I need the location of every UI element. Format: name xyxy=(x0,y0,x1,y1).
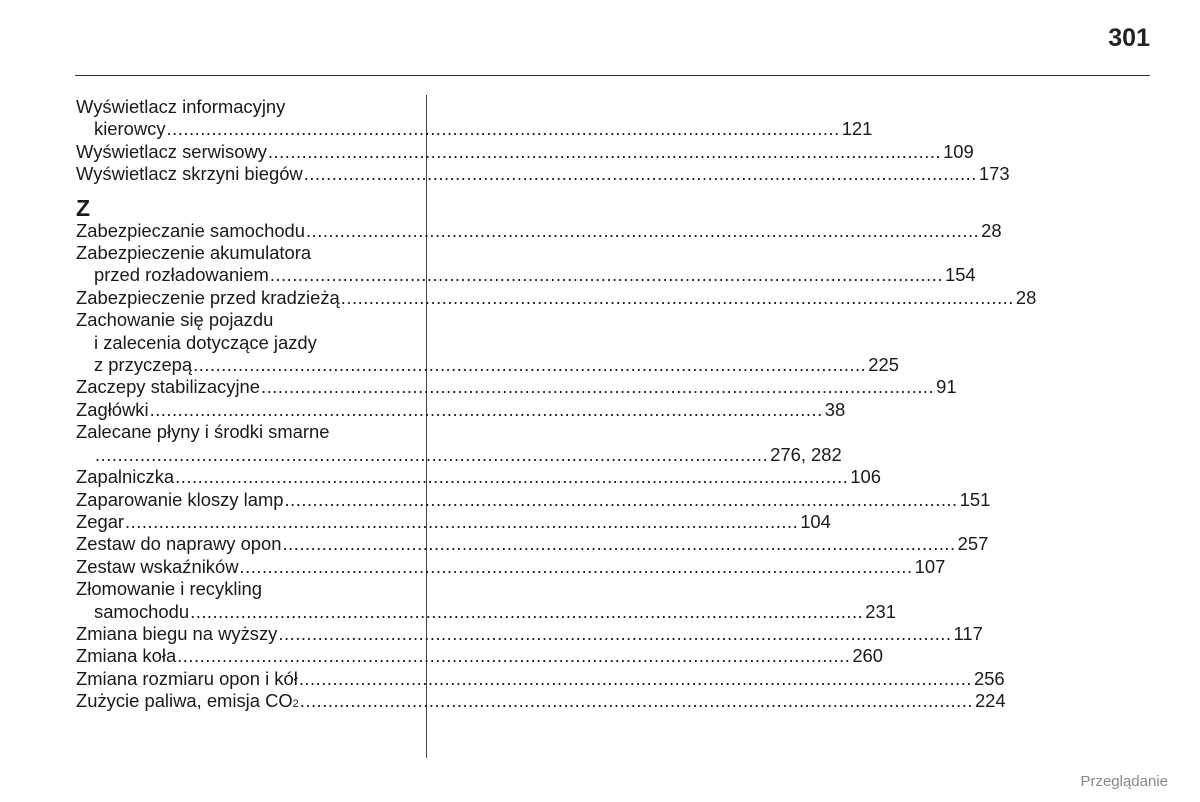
index-entry xyxy=(76,645,884,667)
index-entry-text: Zużycie paliwa, emisja CO xyxy=(76,690,293,712)
index-entry-text: Wyświetlacz skrzyni biegów xyxy=(76,163,303,185)
index-page-ref: 173 xyxy=(978,163,1010,185)
footer-section-label: Przeglądanie xyxy=(1080,773,1168,790)
index-page-ref: 260 xyxy=(852,645,884,667)
index-entry-line xyxy=(76,600,896,623)
index-entry-line xyxy=(76,286,1037,309)
dot-leader: ........................................................................................................................ xyxy=(193,354,867,376)
index-page-ref: 224 xyxy=(974,690,1006,712)
index-entry-text: Zegar xyxy=(76,510,125,532)
index-entry-line xyxy=(76,510,831,533)
dot-leader: ........................................................................................................................ xyxy=(177,645,851,667)
index-entry xyxy=(76,286,1037,309)
dot-leader: ........................................................................................................................ xyxy=(267,140,942,162)
index-entry-line xyxy=(76,533,989,555)
index-entry-text: Wyświetlacz informacyjny xyxy=(76,96,286,117)
index-entry-line xyxy=(76,163,1010,185)
index-column xyxy=(76,96,1037,713)
index-entry xyxy=(76,488,991,511)
index-entry xyxy=(76,667,1005,690)
index-entry-text: Zagłówki xyxy=(76,398,149,420)
index-page-ref: 276, 282 xyxy=(770,443,842,465)
index-entry-line xyxy=(76,242,404,264)
index-entry-text: Zaczepy stabilizacyjne xyxy=(76,376,260,398)
index-entry xyxy=(76,309,899,376)
index-entry-line xyxy=(76,376,957,398)
dot-leader: ........................................................................................................................ xyxy=(282,533,956,555)
dot-leader: ........................................................................................................................ xyxy=(166,118,840,140)
index-entry-text: i zalecenia dotyczące jazdy xyxy=(94,331,317,353)
index-entry-text: przed rozładowaniem xyxy=(94,264,269,286)
index-entry xyxy=(76,622,983,645)
index-entry-text: Zabezpieczenie przed kradzieżą xyxy=(76,286,340,308)
dot-leader: ........................................................................................................................ xyxy=(125,510,799,532)
index-entry-text: Wyświetlacz serwisowy xyxy=(76,140,267,162)
dot-leader: ........................................................................................................................ xyxy=(239,555,913,577)
index-entry xyxy=(76,219,1002,242)
dot-leader: ........................................................................................................................ xyxy=(284,488,958,510)
index-page-ref: 231 xyxy=(865,600,896,622)
index-entry-line xyxy=(76,443,842,466)
index-page-ref: 256 xyxy=(973,667,1005,689)
dot-leader: ........................................................................................................................ xyxy=(175,466,849,488)
index-page-ref: 225 xyxy=(868,354,899,376)
index-entry-line xyxy=(76,645,884,667)
index-entry-line xyxy=(76,398,846,421)
index-page-ref: 104 xyxy=(800,510,831,532)
index-entry-text: Zachowanie się pojazdu xyxy=(76,309,274,331)
dot-leader: ........................................................................................................................ xyxy=(269,264,943,286)
index-entry xyxy=(76,533,989,555)
index-entry-text: Zestaw wskaźników xyxy=(76,555,239,577)
dot-leader: ........................................................................................................................ xyxy=(261,376,935,398)
dot-leader: ........................................................................................................................ xyxy=(149,398,823,420)
index-entry-line xyxy=(76,96,404,118)
index-entry-text: z przyczepą xyxy=(94,354,193,376)
index-entry-text: Zaparowanie kloszy lamp xyxy=(76,488,284,510)
index-entry-line xyxy=(76,140,974,163)
index-entry xyxy=(76,421,842,466)
index-entry-text: Zmiana rozmiaru opon i kół xyxy=(76,667,298,689)
index-entry-line xyxy=(76,219,1002,242)
index-entry-text: Zabezpieczanie samochodu xyxy=(76,219,306,241)
index-page-ref: 121 xyxy=(841,118,873,140)
index-entry-line xyxy=(76,309,404,331)
index-entry xyxy=(76,140,974,163)
index-entry-line xyxy=(76,264,976,286)
index-entry-line xyxy=(76,667,1005,690)
index-entry xyxy=(76,376,957,398)
index-entry-line xyxy=(76,622,983,645)
index-entry-text: Zabezpieczenie akumulatora xyxy=(76,242,312,264)
dot-leader: ........................................................................................................................ xyxy=(190,600,864,622)
index-entry-line xyxy=(76,118,873,140)
index-entry-text: Zmiana koła xyxy=(76,645,177,667)
dot-leader: ........................................................................................................................ xyxy=(95,443,769,465)
index-page-ref: 106 xyxy=(850,466,881,488)
index-entry xyxy=(76,690,1006,712)
index-page-ref: 38 xyxy=(824,398,846,420)
index-entry-line xyxy=(76,488,991,511)
index-page-ref: 154 xyxy=(944,264,976,286)
index-entry-text: samochodu xyxy=(94,600,190,622)
index-entry-line xyxy=(76,578,404,600)
index-letter-heading: Z xyxy=(76,194,91,221)
index-entry-line xyxy=(76,421,404,443)
dot-leader: ........................................................................................................................ xyxy=(306,219,980,241)
index-page-ref: 151 xyxy=(959,488,991,510)
index-page-ref: 257 xyxy=(957,533,989,555)
index-entry-line: Zużycie paliwa, emisja CO 2 ........................................................................................................................ 224 xyxy=(76,690,1006,712)
index-entry xyxy=(76,96,873,141)
index-page-ref: 117 xyxy=(953,622,983,644)
dot-leader: ........................................................................................................................ xyxy=(303,163,977,185)
header-rule xyxy=(75,75,1150,76)
index-entry-text: Zestaw do naprawy opon xyxy=(76,533,282,555)
index-entry xyxy=(76,578,896,623)
index-entry-text: Zapalniczka xyxy=(76,466,175,488)
index-entry-text: Złomowanie i recykling xyxy=(76,578,263,600)
index-entry-text: Zmiana biegu na wyższy xyxy=(76,622,278,644)
index-entry xyxy=(76,466,881,488)
index-entry xyxy=(76,555,946,578)
index-page-ref: 91 xyxy=(936,376,957,398)
index-page-ref: 28 xyxy=(1015,286,1037,308)
index-entry-line xyxy=(76,354,899,376)
index-entry-line xyxy=(76,466,881,488)
index-entry xyxy=(76,242,976,287)
index-entry xyxy=(76,398,846,421)
index-entry xyxy=(76,163,1010,185)
dot-leader: ........................................................................................................................ xyxy=(299,690,973,712)
index-entry-text: Zalecane płyny i środki smarne xyxy=(76,421,330,443)
index-entry-text: kierowcy xyxy=(94,118,166,140)
index-page-ref: 107 xyxy=(914,555,946,577)
index-entry-line xyxy=(76,555,946,578)
index-entry-line xyxy=(76,332,404,354)
index-page-ref: 109 xyxy=(943,140,974,162)
dot-leader: ........................................................................................................................ xyxy=(298,667,972,689)
dot-leader: ........................................................................................................................ xyxy=(340,286,1014,308)
index-page-ref: 28 xyxy=(981,219,1002,241)
page-number: 301 xyxy=(1108,24,1150,52)
index-entry xyxy=(76,510,831,533)
dot-leader: ........................................................................................................................ xyxy=(278,622,952,644)
